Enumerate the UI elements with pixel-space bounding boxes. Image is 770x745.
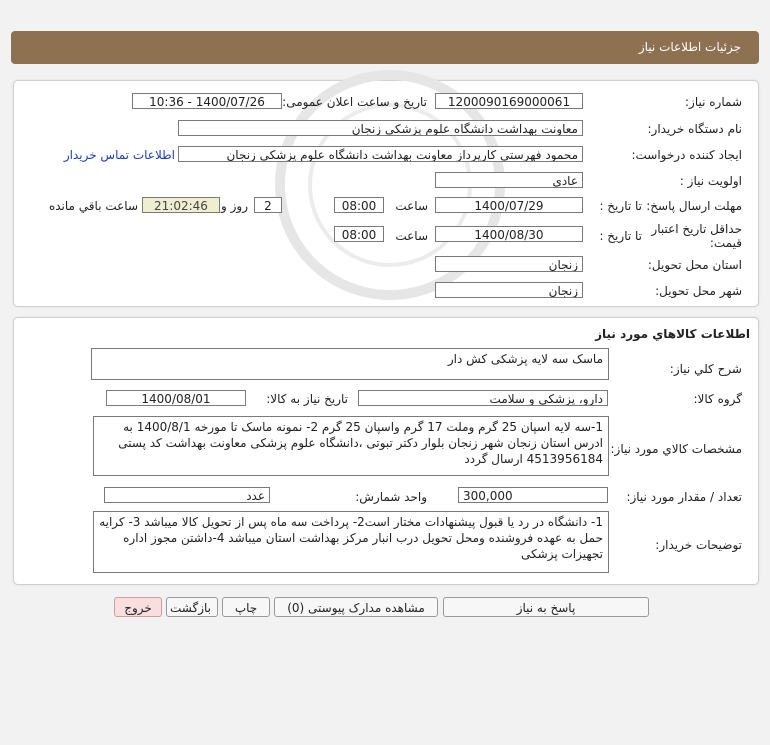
need-number-field: 1200090169000061 bbox=[435, 93, 583, 109]
remaining-label: ساعت باقي مانده bbox=[48, 199, 138, 213]
summary-label: شرح کلي نياز: bbox=[669, 362, 742, 376]
deadline-to-date-label: تا تاریخ : bbox=[599, 199, 642, 213]
notes-field: 1- دانشگاه در رد یا قبول پیشنهادات مختار است2- پرداخت سه ماه پس از تحویل کالا میباشد 3- کرایه حمل به عهده فروشنده ومحل تحویل درب انبار مرکز بهداشت استان میباشد 4-داشتن مجوز اداره تجهیزات پزشکی bbox=[93, 511, 609, 573]
goods-section-title: اطلاعات کالاهاي مورد نياز bbox=[595, 327, 750, 341]
validity-label-line2: قیمت: bbox=[709, 236, 742, 250]
unit-field: عدد bbox=[104, 487, 270, 503]
back-button[interactable]: بازگشت bbox=[166, 597, 218, 617]
print-button[interactable]: چاپ bbox=[222, 597, 270, 617]
page-header bbox=[11, 31, 759, 64]
validity-date-field: 1400/08/30 bbox=[435, 226, 583, 242]
days-label: روز و bbox=[221, 199, 248, 213]
remaining-time-field: 21:02:46 bbox=[142, 197, 220, 213]
need-date-label: تاریخ نیاز به کالا: bbox=[266, 392, 348, 406]
validity-time-field: 08:00 bbox=[334, 226, 384, 242]
province-label: استان محل تحویل: bbox=[647, 258, 742, 272]
reply-button[interactable]: پاسخ به نیاز bbox=[443, 597, 649, 617]
qty-field: 300,000 bbox=[458, 487, 608, 503]
unit-label: واحد شمارش: bbox=[355, 490, 427, 504]
buyer-field: معاونت بهداشت دانشگاه علوم پزشکی زنجان bbox=[178, 120, 583, 136]
group-label: گروه کالا: bbox=[693, 392, 742, 406]
deadline-label: مهلت ارسال پاسخ: bbox=[646, 199, 742, 213]
announce-label: تاریخ و ساعت اعلان عمومی: bbox=[282, 95, 427, 109]
need-date-field: 1400/08/01 bbox=[106, 390, 246, 406]
group-field: دارو، پزشکی و سلامت bbox=[358, 390, 608, 406]
days-remaining-field: 2 bbox=[254, 197, 282, 213]
spec-label: مشخصات کالاي مورد نياز: bbox=[610, 442, 742, 456]
deadline-time-label: ساعت bbox=[395, 199, 428, 213]
priority-label: اولویت نیاز : bbox=[679, 174, 742, 188]
deadline-date-field: 1400/07/29 bbox=[435, 197, 583, 213]
qty-label: تعداد / مقدار مورد نیاز: bbox=[626, 490, 742, 504]
exit-button[interactable]: خروج bbox=[114, 597, 162, 617]
spec-field: 1-سه لایه اسپان 25 گرم وملت 17 گرم واسپان 25 گرم 2- نمونه ماسک تا مورخه 1400/8/1 به ادرس استان زنجان شهر زنجان بلوار دکتر تبوتی ،دانشگاه علوم پزشکی معاونت بهداشت کد پستی 4513956184 ارسال گردد bbox=[93, 416, 609, 476]
contact-buyer-link[interactable]: اطلاعات تماس خریدار bbox=[63, 148, 175, 162]
announce-field: 1400/07/26 - 10:36 bbox=[132, 93, 282, 109]
validity-to-date-label: تا تاریخ : bbox=[599, 229, 642, 243]
validity-label-line1: حداقل تاریخ اعتبار bbox=[651, 222, 742, 236]
province-field: زنجان bbox=[435, 256, 583, 272]
notes-label: توضیحات خریدار: bbox=[655, 538, 742, 552]
city-field: زنجان bbox=[435, 282, 583, 298]
creator-label: ایجاد کننده درخواست: bbox=[631, 148, 742, 162]
need-number-label: شماره نیاز: bbox=[685, 95, 742, 109]
creator-field: محمود فهرستی کارپرداز معاونت بهداشت دانشگاه علوم پزشکی زنجان bbox=[178, 146, 583, 162]
buyer-label: نام دستگاه خریدار: bbox=[647, 122, 742, 136]
attachments-button[interactable]: مشاهده مدارک پیوستی (0) bbox=[274, 597, 438, 617]
city-label: شهر محل تحویل: bbox=[655, 284, 742, 298]
deadline-time-field: 08:00 bbox=[334, 197, 384, 213]
validity-time-label: ساعت bbox=[395, 229, 428, 243]
page-title: جزئیات اطلاعات نیاز bbox=[638, 40, 741, 54]
summary-field: ماسک سه لایه پزشکی کش دار bbox=[91, 348, 609, 380]
priority-field: عادي bbox=[435, 172, 583, 188]
need-info-panel bbox=[13, 80, 759, 307]
